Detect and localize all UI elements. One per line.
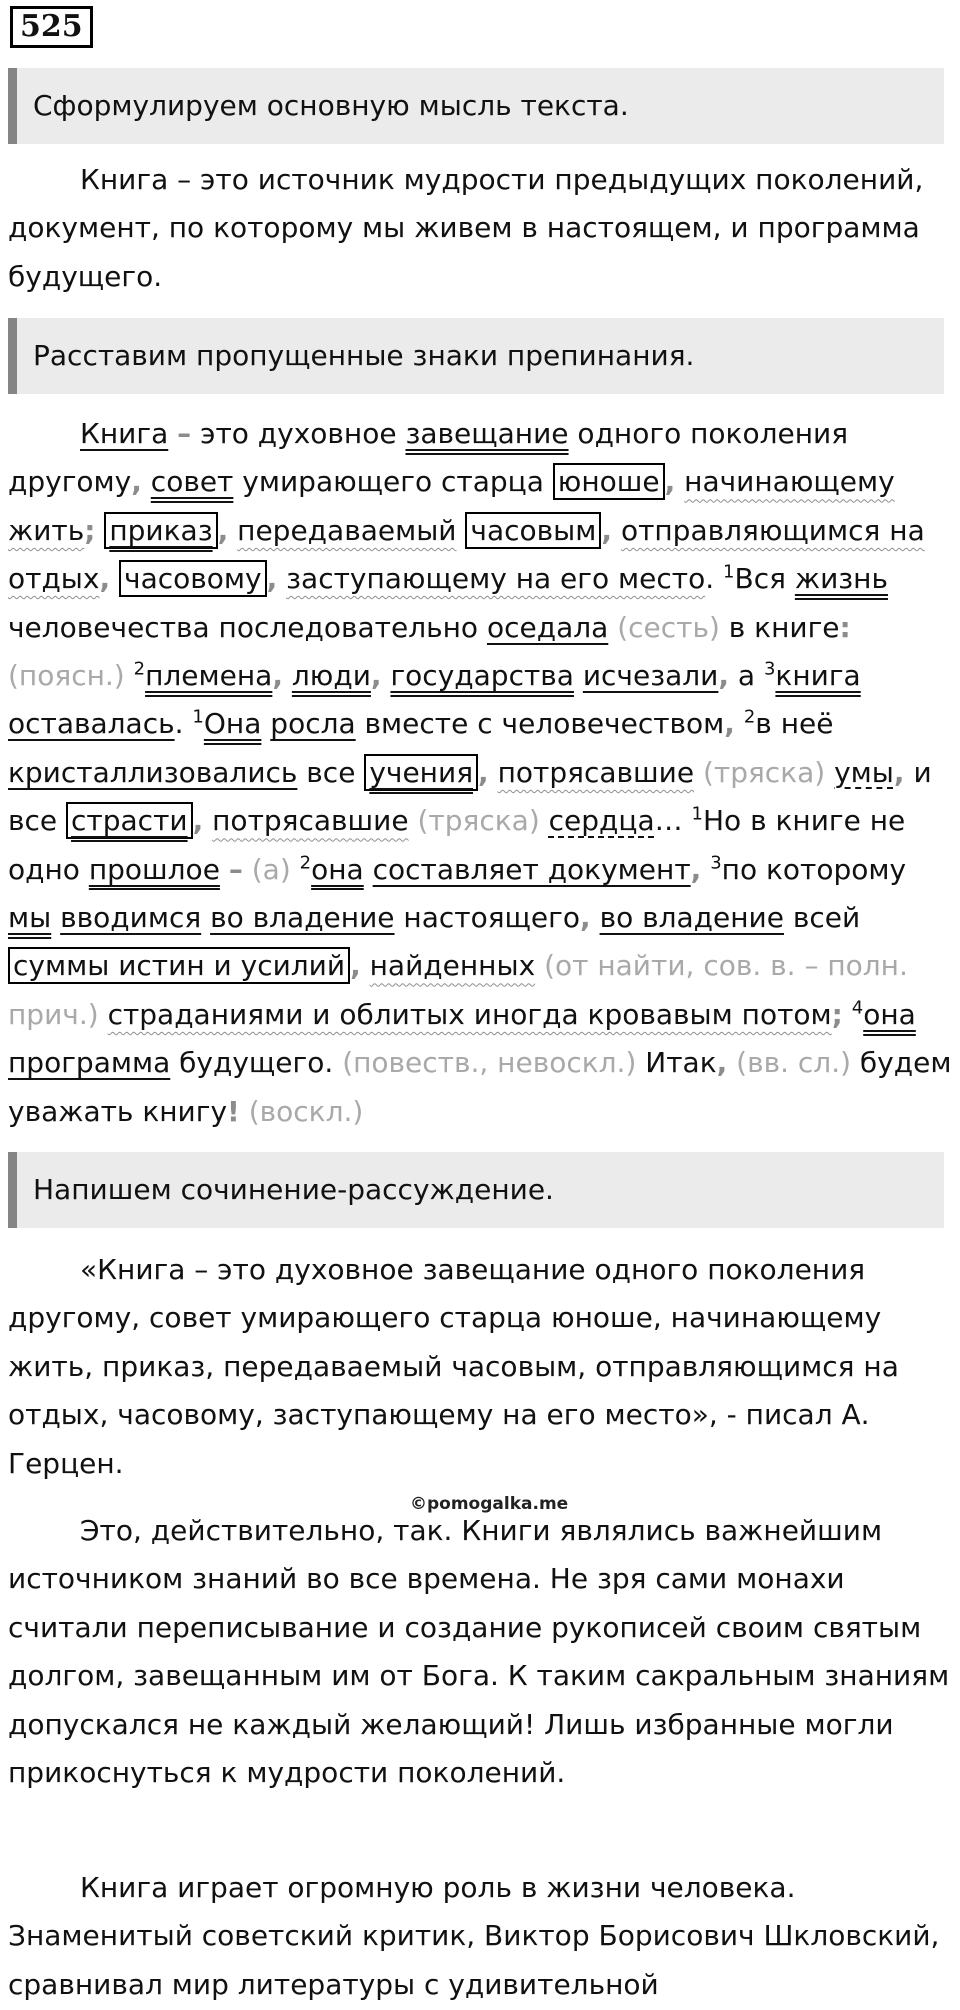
essay-paragraph-2: Это, действительно, так. Книги являлись важнейшим источником знаний во все времена. Не зря сами монахи считали переписывание и создание рукописей своим святым долгом, завещанным им от Бога. К таким сакральным знаниям допускался не каждый желающий! Лишь избранные могли прикоснуться к мудрости поколений. [8,1514,950,1790]
section-header-main-idea: Сформулируем основную мысль текста. [8,68,944,144]
essay-paragraph-3: Книга играет огромную роль в жизни человека. Знаменитый советский критик, Виктор Борисович Шкловский, сравнивал мир литературы с удивительной [8,1871,940,2001]
watermark: ©pomogalka.me [410,1494,569,1514]
annotated-text: Книга – это духовное завещание одного поколения другому, совет умирающего старца юноше , начинающему жить; приказ , передаваемый часовым , отправляющимся на отдых, часовому , заступающему на его место. $^1$Вся жизнь человечества последовательно оседала (сесть) в книге: (поясн.) $^2$племена, люди, государства исчезали, а $^3$книга оставалась. $^1$Она росла вместе с человечеством, $^2$в неё кристаллизовались все учения , потрясавшие (тряска) умы, и все страсти , потрясавшие (тряска) сердца… $^1$Но в книге не одно прошлое – (а) $^2$она составляет документ, $^3$по которому мы вводимся во владение настоящего, во владение всей суммы истин и усилий , найденных (от найти, сов. в. – полн. прич.) страданиями и облитых иногда кровавым потом; $^4$она программа будущего. (повеств., невоскл.) Итак, (вв. сл.) будем уважать книгу! (воскл.) [8,417,952,1128]
task-number: 525 [10,6,93,48]
section-header-punctuation: Расставим пропущенные знаки препинания. [8,318,944,394]
main-idea-text: Книга – это источник мудрости предыдущих поколений, документ, по которому мы живем в настоящем, и программа будущего. [8,163,924,293]
section-header-essay: Напишем сочинение-рассуждение. [8,1152,944,1228]
essay-paragraph-1: «Книга – это духовное завещание одного поколения другому, совет умирающего старца юноше, начинающему жить, приказ, передаваемый часовым, отправляющимся на отдых, часовому, заступающему на его место», - писал А. Герцен. [8,1253,899,1480]
